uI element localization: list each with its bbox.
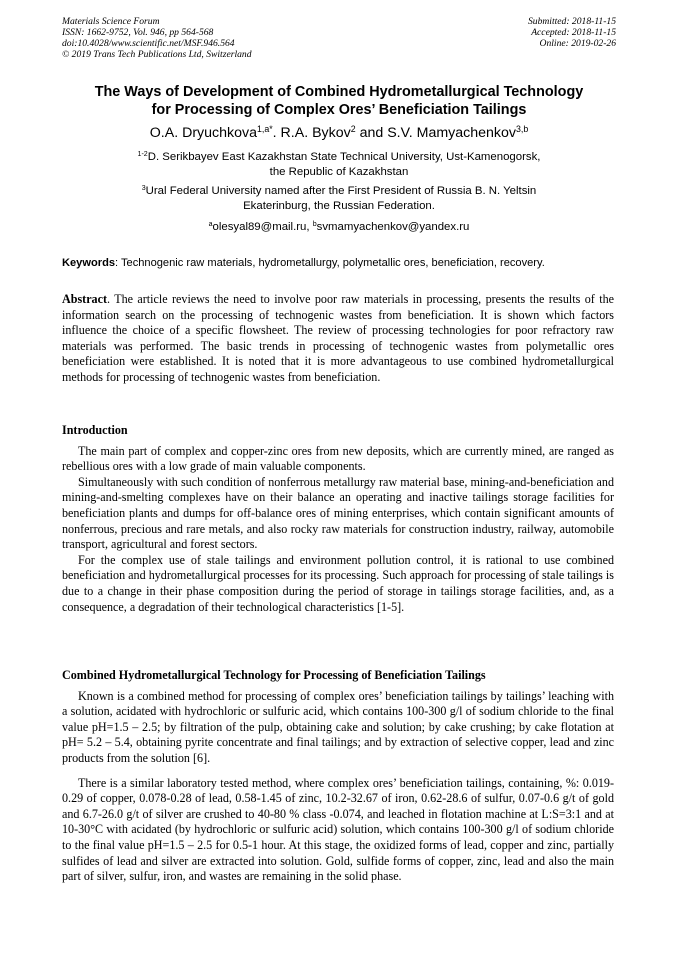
affiliation-1-line-2: the Republic of Kazakhstan <box>269 166 409 178</box>
affiliation-2-line-1: $^3$Ural Federal University named after the First President of Russia B. N. Yeltsin <box>141 185 537 197</box>
combined-technology-section <box>62 668 614 885</box>
journal-name: Materials Science Forum <box>62 16 160 27</box>
paragraph: For the complex use of stale tailings and environment pollution control, it is rational to use combined beneficiation and hydrometallurgical processes for its processing. Such approach for processing of stale tailings is due to a change in their phase composition during the period of storage in tailings storage facilities, and, as a consequence, a degradation of their technological characteristics [1-5]. <box>62 552 614 614</box>
journal-info <box>62 16 252 60</box>
paragraph: Simultaneously with such condition of nonferrous metallurgy raw material base, mining-and-beneficiation and mining-and-smelting complexes have on their balance an operating and inactive tailings storage facilities for beneficiation plants and dumps for off-balance ores of mining enterprises, which contain significant amounts of nonferrous, precious and rare metals, and also rocky raw materials for construction industry, railway, automobile transport, agricultural and forest sectors. <box>62 474 614 552</box>
author-3: S.V. Mamyachenkov <box>387 125 516 141</box>
title-line-1: The Ways of Development of Combined Hydrometallurgical Technology <box>94 84 584 100</box>
paragraph: Known is a combined method for processing of complex ores’ beneficiation tailings by tailings’ leaching with a solution, acidated with hydrochloric or sulfuric acid, which contains 100-300 g/l of sodium chloride to the final value pH=1.5 – 2.5; by filtration of the pulp, obtaining cake and solution; by cake crushing; by cake flotation at pH= 5.2 – 5.4, obtaining pyrite concentrate and final tailings; and by extraction of selective copper, lead and zinc products from the solution [6]. <box>62 688 614 765</box>
author-separator: and <box>355 125 388 141</box>
affiliation-2-line-2: Ekaterinburg, the Russian Federation. <box>243 200 435 212</box>
email-b: svmamyachenkov@yandex.ru <box>316 221 470 233</box>
keywords <box>62 256 622 271</box>
journal-doi: doi:10.4028/www.scientific.net/MSF.946.564 <box>62 38 235 49</box>
submission-dates <box>528 16 616 49</box>
journal-issn: ISSN: 1662-9752, Vol. 946, pp 564-568 <box>62 27 214 38</box>
affiliation-1 <box>40 150 638 180</box>
author-2-affiliation: 2 <box>350 124 356 135</box>
author-1: O.A. Dryuchkova <box>149 125 257 141</box>
title-line-2: for Processing of Complex Ores’ Beneficiation Tailings <box>151 102 527 118</box>
affiliation-2-marker: 3 <box>141 185 146 193</box>
paragraph: The main part of complex and copper-zinc ores from new deposits, which are currently mined, are ranged as rebellious ores with a low grade of main valuable components. <box>62 443 614 474</box>
abstract-label: Abstract <box>62 292 108 306</box>
introduction-heading: Introduction <box>62 423 128 437</box>
journal-copyright: © 2019 Trans Tech Publications Ltd, Switzerland <box>62 49 252 60</box>
keywords-label: Keywords <box>62 257 116 269</box>
author-list <box>40 124 638 142</box>
author-1-affiliation: 1,a* <box>257 124 273 135</box>
author-emails <box>40 220 638 235</box>
affiliation-2 <box>40 184 638 214</box>
keywords-text: : Technogenic raw materials, hydrometallurgy, polymetallic ores, beneficiation, recovery. <box>115 257 545 269</box>
combined-technology-heading: Combined Hydrometallurgical Technology for Processing of Beneficiation Tailings <box>62 668 486 682</box>
author-2: R.A. Bykov <box>280 125 351 141</box>
paper-title <box>40 83 638 119</box>
affiliation-1-line-1: $^{1-2}$D. Serikbayev East Kazakhstan State Technical University, Ust-Kamenogorsk, <box>137 151 541 163</box>
paragraph: There is a similar laboratory tested method, where complex ores’ beneficiation tailings, containing, %: 0.019-0.29 of copper, 0.078-0.28 of lead, 0.58-1.45 of zinc, 10.2-32.67 of iron, 0.62-28.6 of sulfur, 0.07-0.6 g/t of gold and 6.7-26.0 g/t of silver are crushed to 40-80 % class -0.074, and leached in flotation machine at L:S=3:1 and at 10-30°C with acidated (by hydrochloric or sulfuric acid) solution, which contains 100-300 g/l of sodium chloride to the final value pH=1.5 – 2.5 for 0.5-1 hour. At this stage, the oxidized forms of lead, copper and zinc, partially sulfides of lead and silver are extracted into solution. Gold, sulfide forms of copper, zinc, lead and also the main part of silver, sulfur, iron, and wastes are remaining in the solid phase. <box>62 775 614 884</box>
email-a: olesyal89@mail.ru, <box>212 221 313 233</box>
online-date: Online: 2019-02-26 <box>539 38 616 49</box>
author-separator: . <box>272 125 281 141</box>
affiliation-1-marker: 1-2 <box>137 151 148 159</box>
submitted-date: Submitted: 2018-11-15 <box>527 16 616 27</box>
abstract-text: . The article reviews the need to involve poor raw materials in processing, presents the results of the information search on the processing of technogenic wastes from beneficiation. It is shown which factors influence the choice of a specific flowsheet. The review of processing technologies for poor refractory raw materials was performed. The basic trends in processing of technogenic wastes from polymetallic ores beneficiation were established. It is noted that it is more advantageous to use combined hydrometallurgical methods for processing of technogenic wastes from beneficiation. <box>62 292 614 384</box>
introduction-section <box>62 423 614 615</box>
author-3-affiliation: 3,b <box>516 124 529 135</box>
accepted-date: Accepted: 2018-11-15 <box>531 27 616 38</box>
abstract <box>62 292 614 386</box>
email-a-marker: a <box>208 221 213 229</box>
email-b-marker: b <box>312 221 317 229</box>
